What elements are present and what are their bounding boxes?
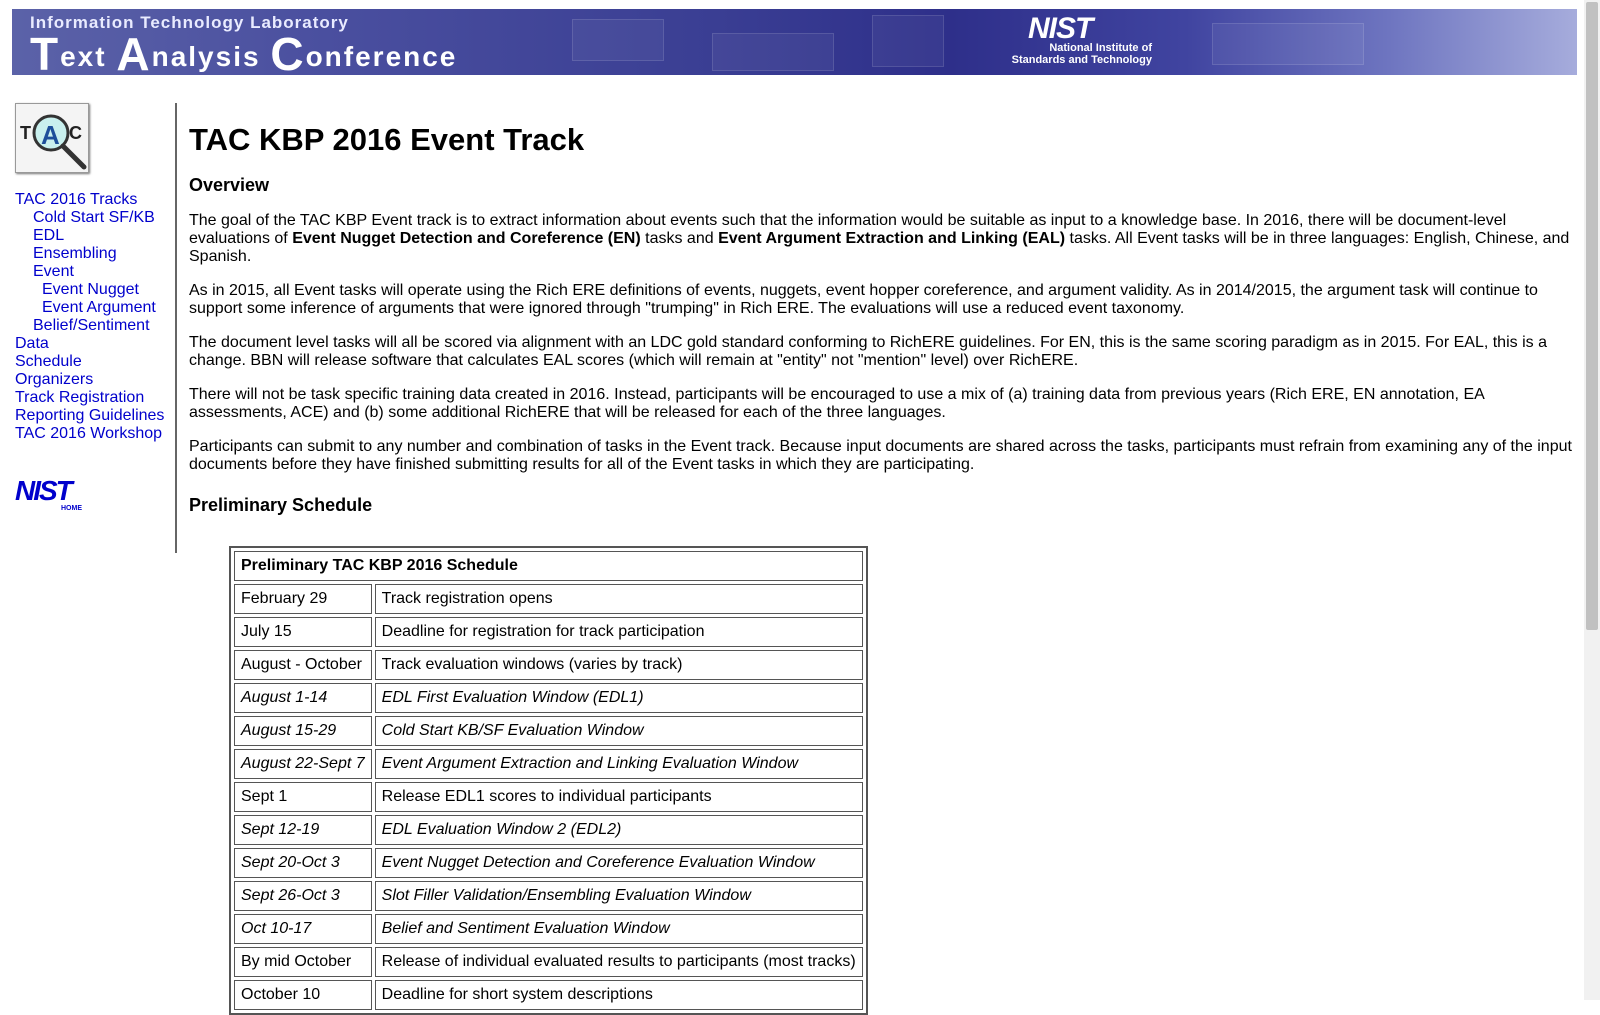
schedule-event: EDL Evaluation Window 2 (EDL2)	[375, 815, 863, 845]
banner-decor	[1212, 23, 1364, 65]
schedule-event: Event Nugget Detection and Coreference Evaluation Window	[375, 848, 863, 878]
schedule-event: Belief and Sentiment Evaluation Window	[375, 914, 863, 944]
main-content	[189, 100, 1574, 1003]
sidebar-link-ensembling[interactable]: Ensembling	[33, 245, 117, 262]
schedule-caption: Preliminary TAC KBP 2016 Schedule	[234, 551, 863, 581]
svg-text:C: C	[69, 123, 82, 143]
schedule-date: Oct 10-17	[234, 914, 372, 944]
nist-full-name: National Institute of Standards and Technology	[1011, 42, 1152, 66]
schedule-row	[234, 749, 863, 779]
schedule-event: Cold Start KB/SF Evaluation Window	[375, 716, 863, 746]
sidebar-link-cold-start-sf-kb[interactable]: Cold Start SF/KB	[33, 209, 155, 226]
site-banner	[12, 9, 1577, 75]
overview-paragraph-2: As in 2015, all Event tasks will operate using the Rich ERE definitions of events, nuggets, event hopper coreference, and argument validity. As in 2014/2015, the argument task will continue to support some inference of arguments that were ignored through "trumping" in Rich ERE. The evaluations will use a reduced event taxonomy.	[189, 282, 1538, 317]
tac-logo-icon	[15, 103, 89, 173]
svg-text:NIST: NIST	[15, 478, 71, 506]
schedule-event: Release of individual evaluated results to participants (most tracks)	[375, 947, 863, 977]
schedule-table	[229, 546, 868, 1015]
sidebar-nav	[15, 191, 164, 443]
schedule-date: August 22-Sept 7	[234, 749, 372, 779]
schedule-date: August 1-14	[234, 683, 372, 713]
schedule-date: Sept 12-19	[234, 815, 372, 845]
sidebar-link-track-registration[interactable]: Track Registration	[15, 389, 145, 406]
schedule-date: October 10	[234, 980, 372, 1010]
sidebar-link-tac-2016-tracks[interactable]: TAC 2016 Tracks	[15, 191, 138, 208]
sidebar-link-organizers[interactable]: Organizers	[15, 371, 94, 388]
schedule-event: EDL First Evaluation Window (EDL1)	[375, 683, 863, 713]
schedule-date: July 15	[234, 617, 372, 647]
svg-text:T: T	[20, 123, 31, 143]
scrollbar-thumb[interactable]	[1586, 2, 1598, 630]
schedule-event: Deadline for registration for track participation	[375, 617, 863, 647]
schedule-event: Release EDL1 scores to individual participants	[375, 782, 863, 812]
schedule-row	[234, 683, 863, 713]
svg-text:HOME: HOME	[61, 505, 82, 512]
sidebar-link-tac-2016-workshop[interactable]: TAC 2016 Workshop	[15, 425, 163, 442]
schedule-row	[234, 980, 863, 1010]
overview-paragraph-5: Participants can submit to any number and combination of tasks in the Event track. Because input documents are shared across the tasks, participants must refrain from examining any of the input documents before they have finished submitting results for all of the Event tasks in which they are participating.	[189, 438, 1572, 473]
sidebar-link-event[interactable]: Event	[33, 263, 74, 280]
schedule-row	[234, 815, 863, 845]
sidebar-divider	[175, 103, 177, 553]
schedule-event: Slot Filler Validation/Ensembling Evaluation Window	[375, 881, 863, 911]
schedule-date: Sept 1	[234, 782, 372, 812]
banner-decor	[712, 33, 834, 71]
schedule-event: Track evaluation windows (varies by track)	[375, 650, 863, 680]
sidebar-link-schedule[interactable]: Schedule	[15, 353, 82, 370]
schedule-heading: Preliminary Schedule	[189, 495, 373, 515]
overview-heading: Overview	[189, 175, 270, 195]
banner-decor	[572, 19, 664, 61]
page-scrollbar[interactable]	[1584, 0, 1600, 1000]
banner-lab-name: Information Technology Laboratory	[30, 13, 349, 32]
schedule-row	[234, 947, 863, 977]
eal-task-name: Event Argument Extraction and Linking (EAL)	[718, 230, 1066, 247]
schedule-row	[234, 650, 863, 680]
sidebar-link-reporting-guidelines[interactable]: Reporting Guidelines	[15, 407, 165, 424]
schedule-event: Track registration opens	[375, 584, 863, 614]
banner-decor	[872, 15, 944, 67]
sidebar-link-data[interactable]: Data	[15, 335, 49, 352]
schedule-date: August 15-29	[234, 716, 372, 746]
banner-conference-name: Text Analysis Conference	[30, 28, 458, 75]
schedule-row	[234, 584, 863, 614]
sidebar-link-event-argument[interactable]: Event Argument	[42, 299, 156, 316]
overview-paragraph-4: There will not be task specific training data created in 2016. Instead, participants will be encouraged to use a mix of (a) training data from previous years (Rich ERE, EN annotation, EA assessments, ACE) and (b) some additional RichERE that will be released for each of the three languages.	[189, 386, 1484, 421]
sidebar-link-belief-sentiment[interactable]: Belief/Sentiment	[33, 317, 150, 334]
schedule-row	[234, 881, 863, 911]
sidebar-link-edl[interactable]: EDL	[33, 227, 65, 244]
overview-paragraph-1: The goal of the TAC KBP Event track is to extract information about events such that the information would be suitable as input to a knowledge base. In 2016, there will be document-level evaluations of Event Nugget Detection and Coreference (EN) tasks and Event Argument Extraction and Linking (EAL) tasks. All Event tasks will be in three languages: English, Chinese, and Spanish.	[189, 212, 1570, 265]
overview-paragraph-3: The document level tasks will all be scored via alignment with an LDC gold standard conforming to RichERE guidelines. For EN, this is the same scoring paradigm as in 2015. For EAL, this is a change. BBN will release software that calculates EAL scores (which will remain at "entity" not "mention" level) over RichERE.	[189, 334, 1547, 369]
schedule-event: Deadline for short system descriptions	[375, 980, 863, 1010]
sidebar-link-event-nugget[interactable]: Event Nugget	[42, 281, 139, 298]
schedule-row	[234, 782, 863, 812]
schedule-date: Sept 26-Oct 3	[234, 881, 372, 911]
schedule-row	[234, 716, 863, 746]
schedule-row	[234, 914, 863, 944]
en-task-name: Event Nugget Detection and Coreference (EN)	[292, 230, 641, 247]
nist-logo: NIST	[1028, 12, 1093, 45]
schedule-date: August - October	[234, 650, 372, 680]
page-title: TAC KBP 2016 Event Track	[189, 122, 585, 157]
schedule-date: Sept 20-Oct 3	[234, 848, 372, 878]
nist-home-link[interactable]	[15, 478, 99, 514]
schedule-date: By mid October	[234, 947, 372, 977]
svg-text:A: A	[41, 120, 60, 150]
schedule-row	[234, 617, 863, 647]
schedule-row	[234, 848, 863, 878]
schedule-date: February 29	[234, 584, 372, 614]
schedule-event: Event Argument Extraction and Linking Evaluation Window	[375, 749, 863, 779]
